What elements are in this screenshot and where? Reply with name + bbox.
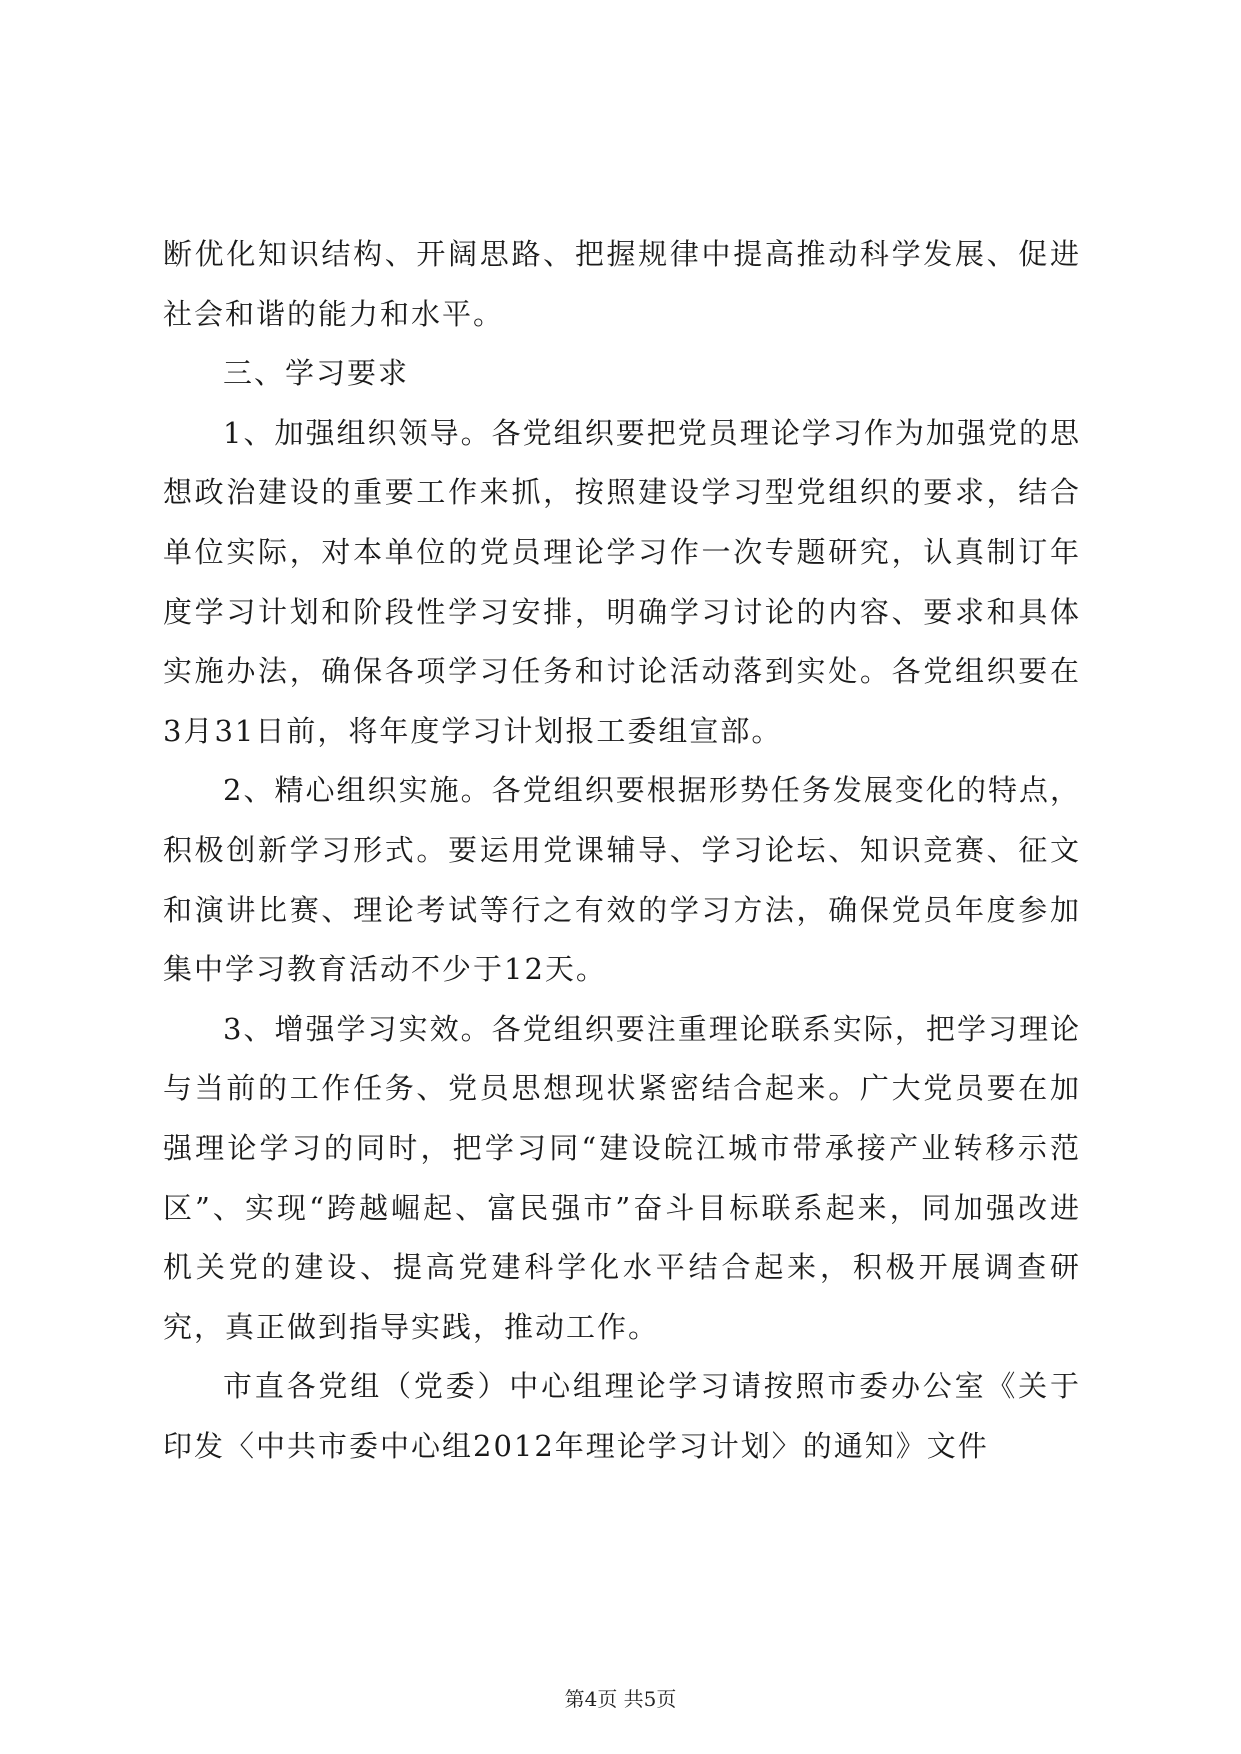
paragraph-study-effectiveness: 3、增强学习实效。各党组织要注重理论联系实际，把学习理论与当前的工作任务、党员思想现状紧密结合起来。广大党员要在加强理论学习的同时，把学习同“建设皖江城市带承接产业转移示范区”、实现“跨越崛起、富民强市”奋斗目标联系起来，同加强改进机关党的建设、提高党建科学化水平结合起来，积极开展调查研究，真正做到指导实践，推动工作。: [163, 1011, 1081, 1344]
paragraph-central-group-study: 市直各党组（党委）中心组理论学习请按照市委办公室《关于印发〈中共市委中心组2012年理论学习计划〉的通知》文件: [163, 1369, 1081, 1463]
page-number-footer: 第4页 共5页: [564, 1687, 677, 1711]
paragraph-organization-leadership: 1、加强组织领导。各党组织要把党员理论学习作为加强党的思想政治建设的重要工作来抓，按照建设学习型党组织的要求，结合单位实际，对本单位的党员理论学习作一次专题研究，认真制订年度学习计划和阶段性学习安排，明确学习讨论的内容、要求和具体实施办法，确保各项学习任务和讨论活动落到实处。各党组织要在3月31日前，将年度学习计划报工委组宣部。: [163, 415, 1081, 748]
paragraph-implementation: 2、精心组织实施。各党组织要根据形势任务发展变化的特点，积极创新学习形式。要运用党课辅导、学习论坛、知识竞赛、征文和演讲比赛、理论考试等行之有效的学习方法，确保党员年度参加集中学习教育活动不少于12天。: [163, 773, 1081, 987]
paragraph-continuation: 断优化知识结构、开阔思路、把握规律中提高推动科学发展、促进社会和谐的能力和水平。: [163, 237, 1081, 331]
document-body: [163, 225, 1081, 1476]
section-heading-study-requirements: 三、学习要求: [223, 356, 410, 391]
